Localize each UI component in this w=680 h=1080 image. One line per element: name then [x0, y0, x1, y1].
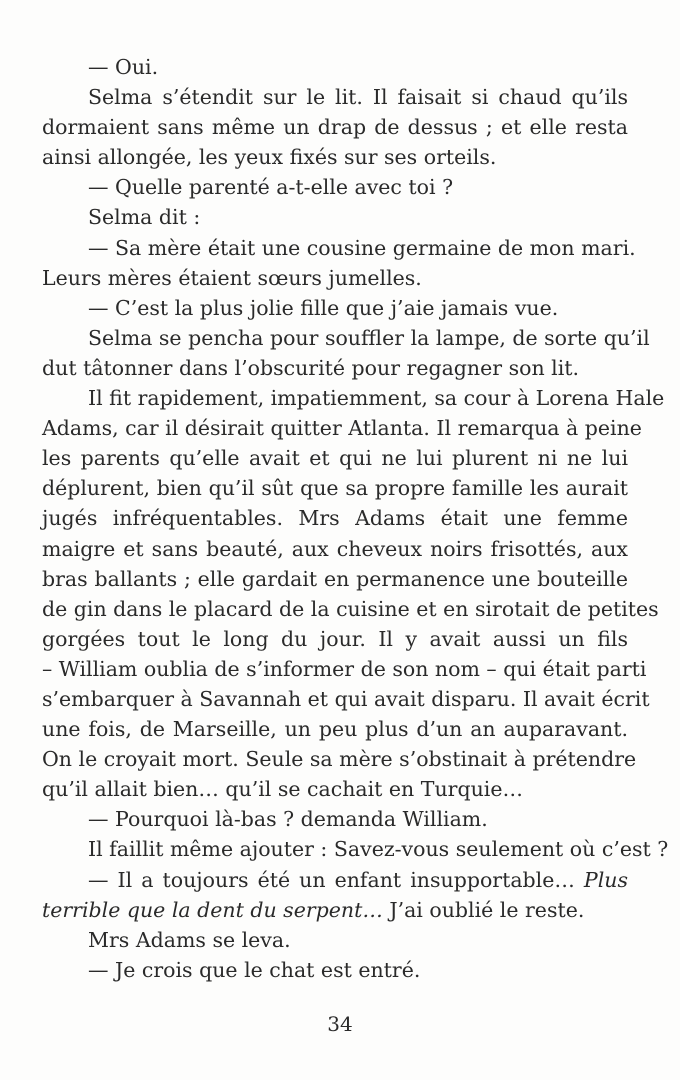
- paragraph: [42, 82, 628, 172]
- text-line: Selma dit :: [88, 205, 201, 230]
- text-line: de gin dans le placard de la cuisine et en sirotait de petites: [42, 596, 659, 621]
- text-line: dut tâtonner dans l’obscurité pour regagner son lit.: [42, 355, 580, 380]
- text-line: [42, 895, 628, 925]
- text-line: s’embarquer à Savannah et qui avait disparu. Il avait écrit: [42, 686, 650, 711]
- text-fragment: — Il a toujours été un enfant insupportable…: [88, 867, 584, 892]
- paragraph: [42, 233, 636, 293]
- italic-quote-fragment: Plus: [583, 867, 628, 892]
- paragraph: [88, 52, 628, 82]
- text-line: qu’il allait bien… qu’il se cachait en Turquie…: [42, 777, 523, 802]
- text-line: — Quelle parenté a-t-elle avec toi ?: [88, 175, 454, 200]
- italic-quote-fragment: terrible que la dent du serpent…: [42, 897, 383, 922]
- text-line: maigre et sans beauté, aux cheveux noirs frisottés, aux: [42, 536, 628, 561]
- text-line: [88, 865, 628, 895]
- paragraph: [88, 804, 628, 834]
- paragraph: [42, 865, 628, 925]
- text-line: ainsi allongée, les yeux fixés sur ses orteils.: [42, 145, 497, 170]
- paragraph: [88, 202, 628, 232]
- text-line: dormaient sans même un drap de dessus ; et elle resta: [42, 115, 628, 140]
- text-line: Selma s’étendit sur le lit. Il faisait si chaud qu’ils: [88, 85, 628, 110]
- text-line: Selma se pencha pour souffler la lampe, de sorte qu’il: [88, 325, 650, 350]
- paragraph: [42, 383, 665, 804]
- text-line: Mrs Adams se leva.: [88, 927, 291, 952]
- text-line: jugés infréquentables. Mrs Adams était une femme: [42, 506, 628, 531]
- paragraph: [88, 834, 669, 864]
- text-line: une fois, de Marseille, un peu plus d’un an auparavant.: [42, 717, 628, 742]
- text-fragment: J’ai oublié le reste.: [382, 897, 585, 922]
- text-line: déplurent, bien qu’il sût que sa propre famille les aurait: [42, 476, 628, 501]
- text-line: On le croyait mort. Seule sa mère s’obstinait à prétendre: [42, 747, 637, 772]
- text-line: Leurs mères étaient sœurs jumelles.: [42, 265, 422, 290]
- paragraph: [88, 925, 628, 955]
- paragraph: [42, 323, 650, 383]
- text-line: — Je crois que le chat est entré.: [88, 957, 421, 982]
- text-line: gorgées tout le long du jour. Il y avait aussi un fils: [42, 626, 628, 651]
- body-text: [42, 52, 669, 985]
- paragraph: [88, 955, 628, 985]
- page-number: 34: [327, 1012, 353, 1036]
- paragraph: [88, 172, 628, 202]
- text-line: bras ballants ; elle gardait en permanence une bouteille: [42, 566, 628, 591]
- text-line: — Oui.: [88, 55, 159, 79]
- paragraph: [88, 293, 628, 323]
- text-line: Adams, car il désirait quitter Atlanta. Il remarqua à peine: [42, 416, 642, 441]
- text-line: – William oublia de s’informer de son nom – qui était parti: [42, 656, 647, 681]
- text-line: — C’est la plus jolie fille que j’aie jamais vue.: [88, 295, 559, 320]
- text-line: Il fit rapidement, impatiemment, sa cour à Lorena Hale: [88, 386, 665, 411]
- text-line: — Sa mère était une cousine germaine de mon mari.: [88, 235, 636, 260]
- text-line: — Pourquoi là-bas ? demanda William.: [88, 807, 488, 832]
- text-line: Il faillit même ajouter : Savez-vous seulement où c’est ?: [88, 837, 669, 862]
- text-line: les parents qu’elle avait et qui ne lui plurent ni ne lui: [42, 446, 628, 471]
